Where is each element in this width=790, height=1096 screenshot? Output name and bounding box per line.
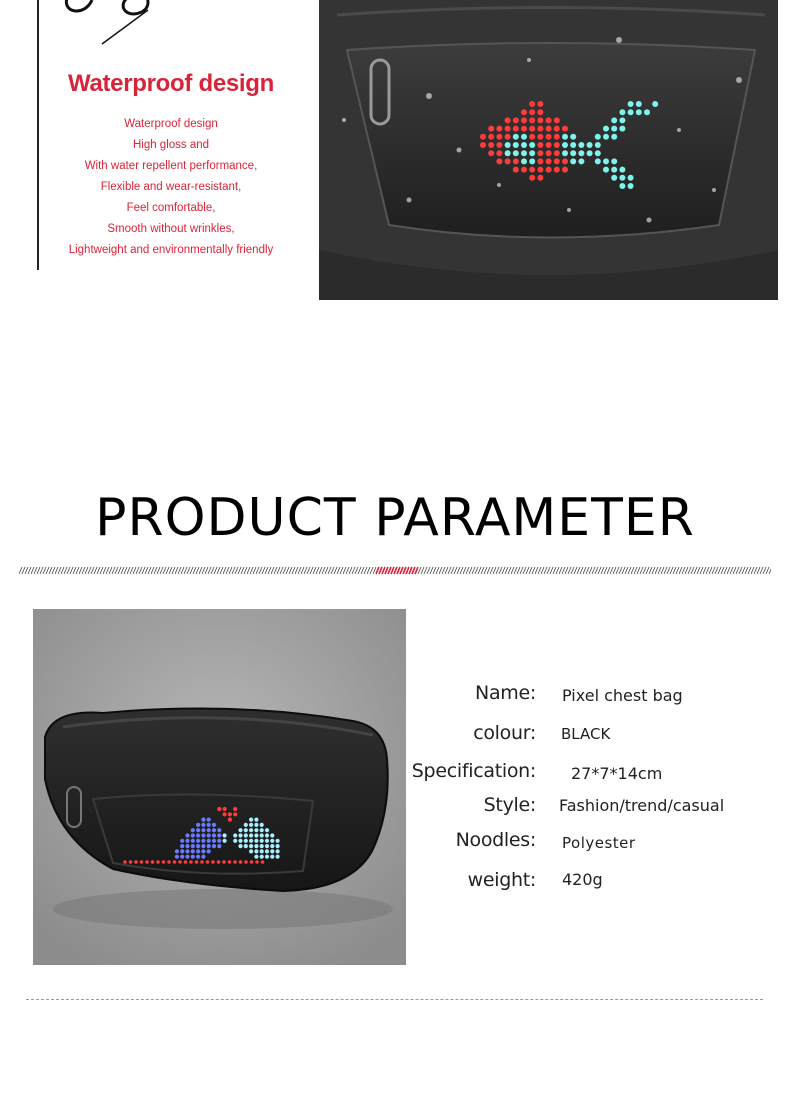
feature-description <box>40 114 302 261</box>
param-label-noodles: Noodles: <box>455 829 536 851</box>
section-number-graphic <box>58 0 168 46</box>
param-label-name: Name: <box>475 682 536 704</box>
param-label-weight: weight: <box>467 869 536 891</box>
param-value-specification: 27*7*14cm <box>571 764 663 783</box>
feature-line: Smooth without wrinkles, <box>107 223 235 235</box>
feature-title: Waterproof design <box>67 70 274 97</box>
section-heading: PRODUCT PARAMETER <box>95 488 695 548</box>
feature-line: With water repellent performance, <box>84 160 258 172</box>
bottom-divider <box>26 999 763 1000</box>
heading-underline-decoration <box>19 566 771 575</box>
feature-line: Feel comfortable, <box>126 202 216 214</box>
feature-line: Waterproof design <box>124 118 218 130</box>
feature-line: High gloss and <box>132 139 210 151</box>
waterproof-bag-photo <box>319 0 778 300</box>
param-value-name: Pixel chest bag <box>562 686 683 705</box>
feature-line: Flexible and wear-resistant, <box>100 181 242 193</box>
param-label-colour: colour: <box>473 722 536 744</box>
param-value-weight: 420g <box>562 870 603 889</box>
section-divider-line <box>37 0 39 270</box>
product-photo <box>33 609 406 965</box>
param-label-style: Style: <box>483 794 536 816</box>
param-label-specification: Specification: <box>411 760 536 782</box>
bag-closeup-illustration <box>319 0 778 300</box>
param-value-colour: BLACK <box>561 725 611 743</box>
feature-line: Lightweight and environmentally friendly <box>68 244 274 256</box>
chest-bag-illustration <box>33 609 406 965</box>
param-value-style: Fashion/trend/casual <box>559 796 725 815</box>
param-value-noodles: Polyester <box>562 834 636 852</box>
